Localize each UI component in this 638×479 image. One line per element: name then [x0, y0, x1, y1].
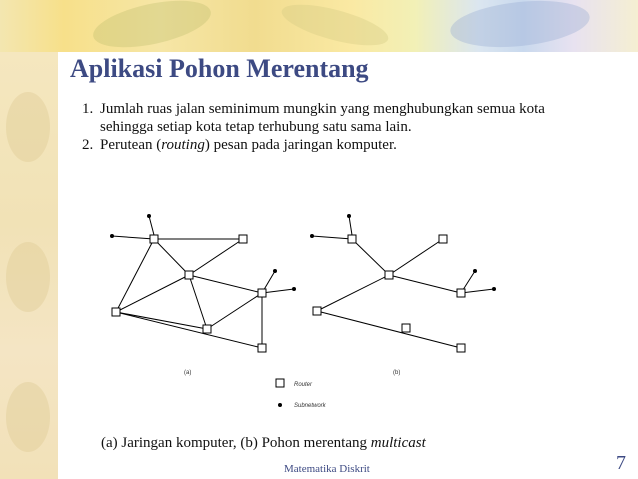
item-text: Jumlah ruas jalan seminimum mungkin yang menghubungkan semua kota sehingga setiap kota tetap terhubung satu sama lain.	[100, 101, 545, 135]
subnetwork-node	[110, 234, 114, 238]
decorative-spot	[6, 382, 50, 452]
subnetwork-node	[492, 287, 496, 291]
router-node	[457, 344, 465, 352]
router-node	[203, 325, 211, 333]
figure-label-a: (a)	[184, 370, 192, 376]
subnetwork-node	[347, 214, 351, 218]
router-node	[258, 289, 266, 297]
router-node	[402, 324, 410, 332]
list-item	[82, 136, 552, 154]
slide-title: Aplikasi Pohon Merentang	[70, 54, 369, 83]
router-node	[348, 235, 356, 243]
figure-caption: (a) Jaringan komputer, (b) Pohon merentang multicast	[101, 435, 426, 451]
page-number: 7	[616, 452, 626, 474]
subnetwork-node	[147, 214, 151, 218]
legend-subnetwork-icon	[278, 403, 282, 407]
router-node	[112, 308, 120, 316]
routing-term: routing	[161, 137, 205, 153]
list-item	[82, 100, 552, 136]
router-node	[313, 307, 321, 315]
router-node	[457, 289, 465, 297]
router-node	[258, 344, 266, 352]
figure-label-b: (b)	[393, 370, 401, 376]
item-number: 2.	[82, 137, 94, 153]
subnetwork-node	[310, 234, 314, 238]
legend-router-icon	[276, 379, 284, 387]
network-figure	[100, 200, 520, 430]
legend-router-label: Router	[294, 382, 313, 388]
decorative-flower	[448, 0, 592, 53]
subnetwork-node	[292, 287, 296, 291]
decorative-leaf	[278, 0, 392, 54]
left-decorative-strip	[0, 52, 58, 479]
footer-text: Matematika Diskrit	[284, 463, 370, 475]
legend-subnetwork-label: Subnetwork	[294, 403, 326, 409]
item-text: Perutean (routing) pesan pada jaringan komputer.	[100, 137, 397, 153]
router-node	[239, 235, 247, 243]
caption-emphasis: multicast	[370, 435, 426, 451]
item-number: 1.	[82, 101, 94, 117]
subnetwork-node	[273, 269, 277, 273]
bullet-list	[82, 100, 552, 154]
header-banner	[0, 0, 638, 52]
decorative-spot	[6, 242, 50, 312]
router-node	[150, 235, 158, 243]
router-node	[185, 271, 193, 279]
router-node	[385, 271, 393, 279]
subnetwork-node	[473, 269, 477, 273]
decorative-spot	[6, 92, 50, 162]
decorative-leaf	[89, 0, 215, 56]
router-node	[439, 235, 447, 243]
